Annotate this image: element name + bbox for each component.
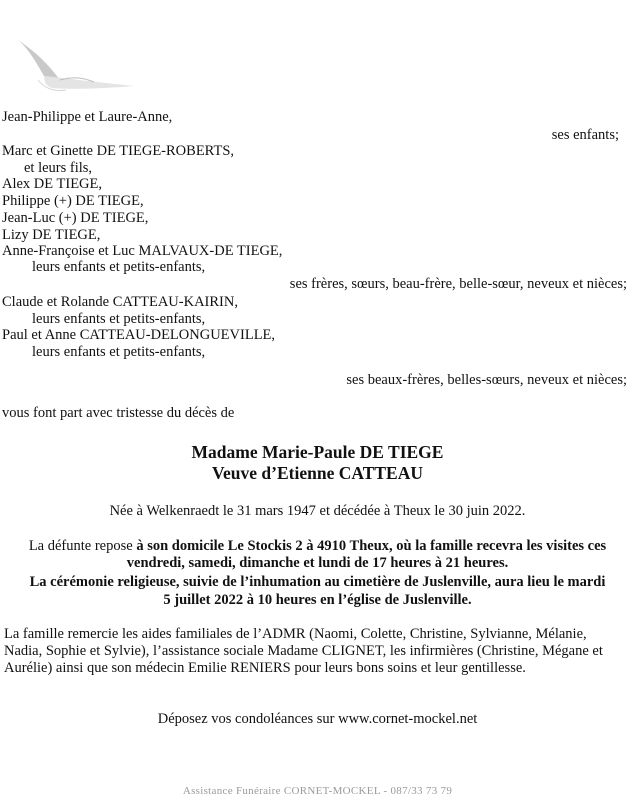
deceased-widow-of: Veuve d’Etienne CATTEAU	[212, 463, 423, 483]
announcement: vous font part avec tristesse du décès de	[2, 405, 235, 421]
footer-funeral-home: Assistance Funéraire CORNET-MOCKEL - 087/33 73 79	[182, 785, 453, 797]
sibling-line: Jean-Luc (+) DE TIEGE,	[2, 210, 149, 226]
sibling-line: Alex DE TIEGE,	[2, 176, 102, 192]
dove-icon	[14, 36, 136, 96]
siblings-role: ses frères, sœurs, beau-frère, belle-sœur, neveux et nièces;	[289, 276, 627, 292]
rest-bold-1: à son domicile Le Stockis 2 à 4910 Theux, où la famille recevra les visites ces	[136, 538, 607, 554]
inlaw-line: Paul et Anne CATTEAU-DELONGUEVILLE,	[2, 327, 276, 343]
children-names: Jean-Philippe et Laure-Anne,	[2, 109, 173, 125]
sibling-line: et leurs fils,	[24, 160, 93, 176]
sibling-line: Marc et Ginette DE TIEGE-ROBERTS,	[2, 143, 235, 159]
children-role: ses enfants;	[551, 127, 619, 143]
condolences: Déposez vos condoléances sur www.cornet-mockel.net	[157, 711, 478, 727]
rest-line-1	[0, 538, 635, 555]
sibling-line: Philippe (+) DE TIEGE,	[2, 193, 144, 209]
rest-prefix: La défunte repose	[28, 538, 137, 554]
ceremony-line-1: La cérémonie religieuse, suivie de l’inhumation au cimetière de Juslenville, aura lieu le mardi	[29, 574, 606, 590]
deceased-name: Madame Marie-Paule DE TIEGE	[191, 442, 444, 462]
thanks-line: La famille remercie les aides familiales de l’ADMR (Naomi, Colette, Christine, Sylvianne, Mélanie,	[4, 626, 587, 642]
birth-death: Née à Welkenraedt le 31 mars 1947 et décédée à Theux le 30 juin 2022.	[109, 503, 526, 519]
inlaw-line: leurs enfants et petits-enfants,	[32, 344, 206, 360]
sibling-line: leurs enfants et petits-enfants,	[32, 259, 206, 275]
ceremony-line-2: 5 juillet 2022 à 10 heures en l’église de Juslenville.	[163, 592, 472, 608]
inlaw-line: Claude et Rolande CATTEAU-KAIRIN,	[2, 294, 238, 310]
inlaws-role: ses beaux-frères, belles-sœurs, neveux et nièces;	[346, 372, 627, 388]
thanks-line: Aurélie) ainsi que son médecin Emilie RENIERS pour leurs bons soins et leur gentillesse.	[4, 660, 526, 676]
rest-line-2: vendredi, samedi, dimanche et lundi de 17 heures à 21 heures.	[126, 555, 509, 571]
sibling-line: Anne-Françoise et Luc MALVAUX-DE TIEGE,	[2, 243, 283, 259]
sibling-line: Lizy DE TIEGE,	[2, 227, 101, 243]
inlaw-line: leurs enfants et petits-enfants,	[32, 311, 206, 327]
thanks-line: Nadia, Sophie et Sylvie), l’assistance sociale Madame CLIGNET, les infirmières (Christine, Mégane et	[4, 643, 603, 659]
